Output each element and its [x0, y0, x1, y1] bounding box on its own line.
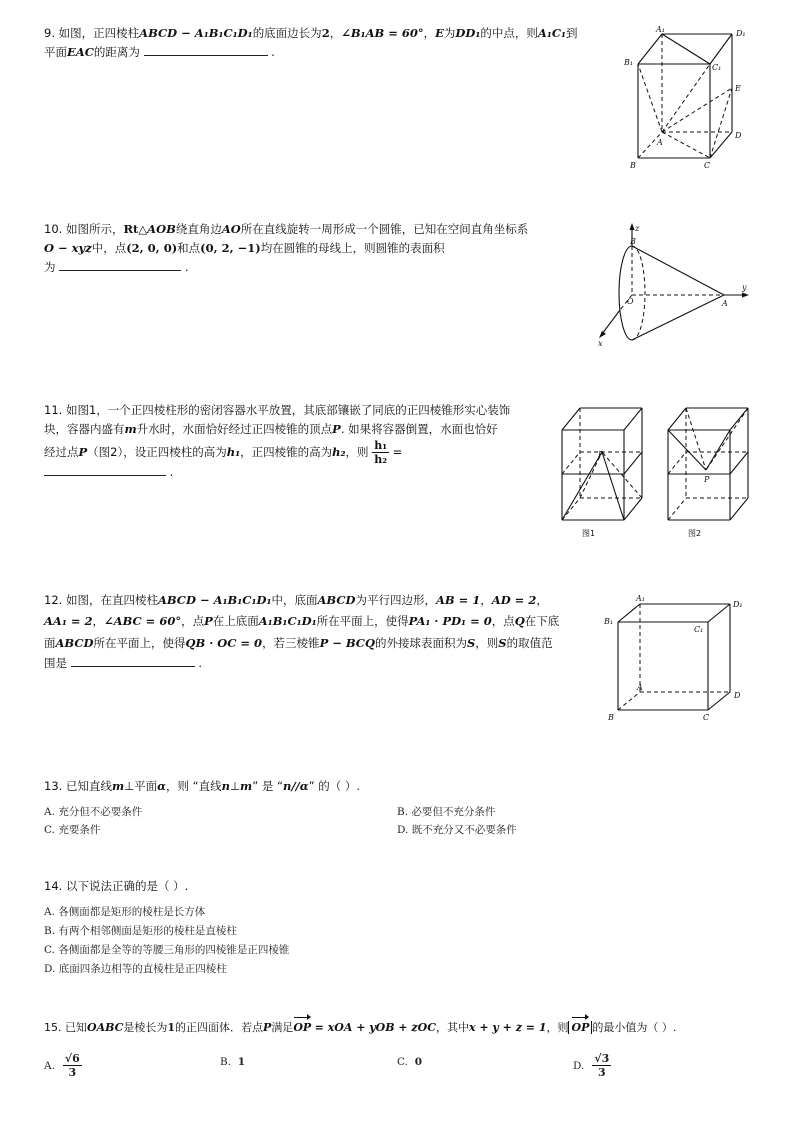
- label-A: A: [657, 138, 663, 147]
- q13-option-d[interactable]: D. 既不充分又不必要条件: [397, 824, 517, 836]
- q10-line-3: 为 .: [44, 260, 189, 274]
- label-B: B: [630, 161, 636, 170]
- axis-y: y: [742, 283, 747, 292]
- q15-option-b[interactable]: B. 1: [220, 1056, 246, 1068]
- label-B1: B₁: [624, 58, 634, 67]
- label-P: P: [704, 475, 710, 484]
- label-B: B: [630, 237, 636, 246]
- question-9: [44, 24, 614, 62]
- axis-z: z: [635, 224, 640, 233]
- figure-caption-1: 图1: [582, 529, 596, 538]
- q14-option-b[interactable]: B. 有两个相邻侧面是矩形的棱柱是直棱柱: [44, 925, 237, 937]
- label-P: P: [598, 450, 604, 459]
- q11-line-1: 11. 如图1，一个正四棱柱形的密闭容器水平放置，其底部镶嵌了同底的正四棱锥形实心装饰: [44, 403, 511, 417]
- label-B: B: [608, 713, 614, 722]
- q12-line-2: AA₁ = 2，∠ABC = 60°，点P在上底面A₁B₁C₁D₁所在平面上，使得PA₁ · PD₁ = 0，点Q在下底: [44, 614, 560, 628]
- q11-figure-1: [556, 402, 656, 546]
- label-A: A: [637, 683, 643, 692]
- q14-option-d[interactable]: D. 底面四条边相等的直棱柱是正四棱柱: [44, 963, 227, 975]
- question-14: 14. 以下说法正确的是（ ）.: [44, 879, 189, 893]
- question-13: 13. 已知直线m⊥平面α，则 “直线n⊥m” 是 “n//α” 的（ ）.: [44, 779, 361, 793]
- answer-blank[interactable]: [71, 654, 195, 667]
- label-A1: A₁: [636, 594, 645, 603]
- q15-option-c[interactable]: C. 0: [397, 1056, 422, 1068]
- label-C1: C₁: [694, 625, 704, 634]
- answer-blank[interactable]: [59, 258, 181, 271]
- figure-caption-2: 图2: [688, 529, 702, 538]
- label-D: D: [735, 131, 742, 140]
- label-D1: D₁: [733, 600, 743, 609]
- h1-over-h2: $\frac{\text{h₁}}{\text{h₂}}$: [374, 439, 388, 466]
- q10-cone-figure: [594, 222, 754, 356]
- q10-line-2: O − xyz中，点(2, 0, 0)和点(0, 2, −1)均在圆锥的母线上，则圆锥的表面积: [44, 241, 445, 255]
- q12-line-1: 12. 如图，在直四棱柱ABCD − A₁B₁C₁D₁中，底面ABCD为平行四边形，AB = 1，AD = 2，: [44, 593, 548, 607]
- q11-line-3: 经过点P（图2），设正四棱柱的高为h₁，正四棱锥的高为h₂，则 $\frac{\text{h₁}}{\text{h₂}}$ =: [44, 439, 403, 466]
- q14-option-c[interactable]: C. 各侧面都是全等的等腰三角形的四棱锥是正四棱锥: [44, 944, 290, 956]
- label-C: C: [703, 713, 710, 722]
- q9-prism-figure: [618, 24, 758, 178]
- label-C: C: [704, 161, 711, 170]
- label-O: O: [627, 297, 634, 306]
- question-10: [44, 220, 584, 277]
- label-B1: B₁: [604, 617, 614, 626]
- q10-line-1: 10. 如图所示，Rt△AOB绕直角边AO所在直线旋转一周形成一个圆锥，已知在空间直角坐标系: [44, 222, 529, 236]
- q12-line-4: 围是 .: [44, 656, 202, 670]
- q13-option-c[interactable]: C. 充要条件: [44, 824, 101, 836]
- question-12: [44, 591, 599, 673]
- q15-option-a[interactable]: A. $\frac{√6}{3}$: [44, 1052, 80, 1079]
- q11-figure-2: [662, 402, 762, 546]
- q11-line-2: 块，容器内盛有m升水时，水面恰好经过正四棱锥的顶点P. 如果将容器倒置，水面也恰好: [44, 422, 498, 436]
- q11-line-4: .: [44, 463, 564, 482]
- question-11: [44, 401, 564, 482]
- label-A1: A₁: [656, 25, 665, 34]
- answer-blank[interactable]: [44, 463, 166, 476]
- question-15: 15. 已知OABC是棱长为1的正四面体．若点P满足OP = xOA + yOB + zOC，其中x + y + z = 1，则 OP 的最小值为（ ）.: [44, 1018, 764, 1037]
- label-D: D: [734, 691, 741, 700]
- q12-line-3: 面ABCD所在平面上，使得QB · OC = 0，若三棱锥P − BCQ的外接球表面积为S，则S的取值范: [44, 636, 553, 650]
- q15-option-d[interactable]: D. $\frac{√3}{3}$: [573, 1052, 610, 1079]
- q9-line-1: 9. 如图，正四棱柱ABCD − A₁B₁C₁D₁的底面边长为2，∠B₁AB = 60°，E为DD₁的中点，则A₁C₁到: [44, 26, 578, 40]
- q12-prism-figure: [600, 592, 760, 732]
- label-E: E: [735, 84, 741, 93]
- axis-x: x: [598, 339, 603, 348]
- label-A: A: [722, 299, 728, 308]
- answer-blank[interactable]: [144, 43, 268, 56]
- label-D1: D₁: [736, 29, 746, 38]
- q9-line-2: 平面EAC的距离为 .: [44, 45, 275, 59]
- q14-option-a[interactable]: A. 各侧面都是矩形的棱柱是长方体: [44, 906, 206, 918]
- q13-option-b[interactable]: B. 必要但不充分条件: [397, 806, 496, 818]
- q13-option-a[interactable]: A. 充分但不必要条件: [44, 806, 143, 818]
- label-C1: C₁: [712, 63, 722, 72]
